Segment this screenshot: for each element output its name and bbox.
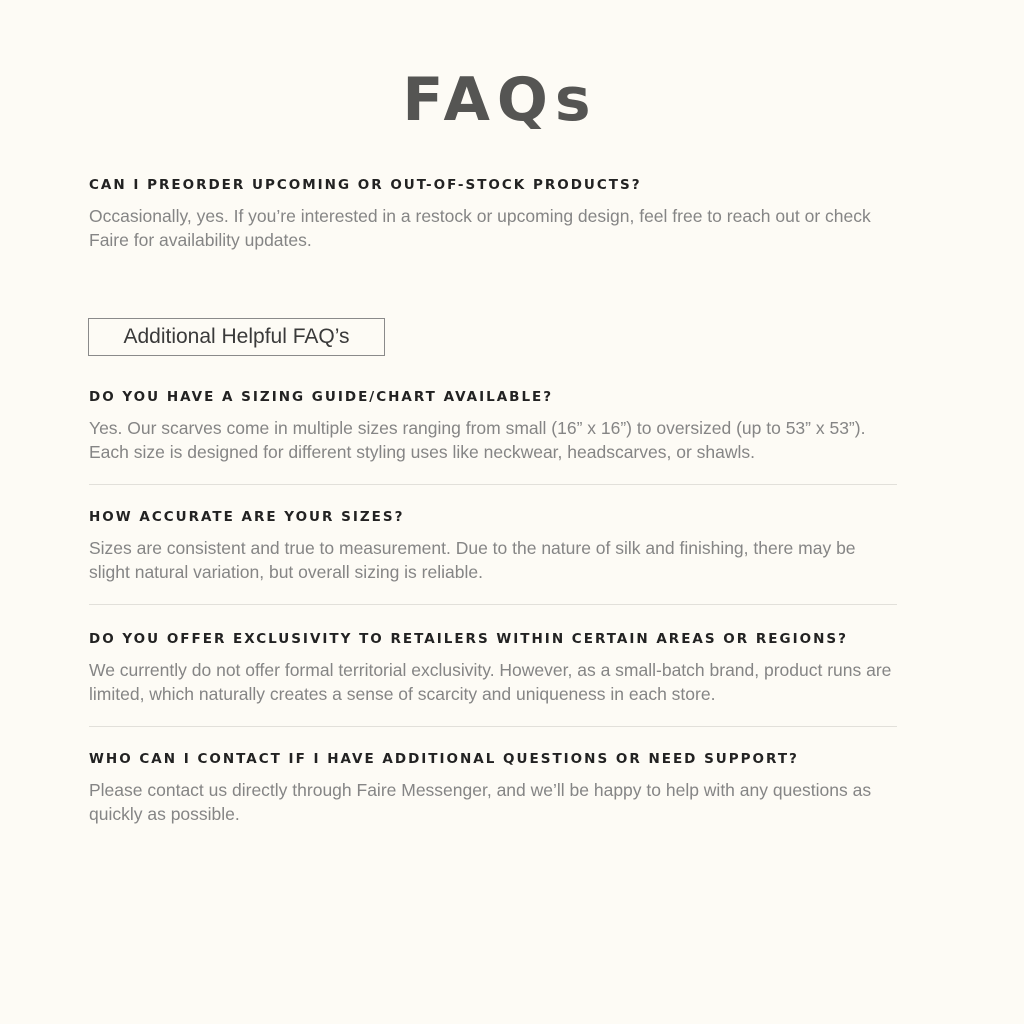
faq-item-exclusivity	[89, 630, 897, 706]
faq-item-preorder	[89, 176, 897, 252]
faq-item-sizing-guide	[89, 388, 897, 464]
faq-question: DO YOU OFFER EXCLUSIVITY TO RETAILERS WITHIN CERTAIN AREAS OR REGIONS?	[89, 631, 848, 647]
faq-answer: Sizes are consistent and true to measurement. Due to the nature of silk and finishing, there may be slight natural variation, but overall sizing is reliable.	[89, 538, 856, 582]
section-heading: Additional Helpful FAQ’s	[123, 325, 350, 348]
faq-answer: Occasionally, yes. If you’re interested in a restock or upcoming design, feel free to reach out or check Faire for availability updates.	[89, 206, 871, 250]
divider	[89, 604, 897, 605]
faq-item-contact	[89, 750, 897, 826]
faq-item-size-accuracy	[89, 508, 897, 584]
faq-question: DO YOU HAVE A SIZING GUIDE/CHART AVAILABLE?	[89, 389, 554, 405]
divider	[89, 484, 897, 485]
faq-question: HOW ACCURATE ARE YOUR SIZES?	[89, 509, 405, 525]
faq-question: CAN I PREORDER UPCOMING OR OUT-OF-STOCK PRODUCTS?	[89, 177, 642, 193]
faq-answer: Please contact us directly through Faire Messenger, and we’ll be happy to help with any questions as quickly as possible.	[89, 780, 872, 824]
section-heading-box	[88, 318, 385, 356]
divider	[89, 726, 897, 727]
faq-answer: We currently do not offer formal territorial exclusivity. However, as a small-batch brand, product runs are limited, which naturally creates a sense of scarcity and uniqueness in each store.	[89, 660, 892, 704]
faq-answer: Yes. Our scarves come in multiple sizes ranging from small (16” x 16”) to oversized (up to 53” x 53”). Each size is designed for different styling uses like neckwear, headscarves, or shawls.	[89, 418, 866, 462]
page-title: FAQs	[402, 65, 598, 135]
faq-question: WHO CAN I CONTACT IF I HAVE ADDITIONAL QUESTIONS OR NEED SUPPORT?	[89, 751, 799, 767]
